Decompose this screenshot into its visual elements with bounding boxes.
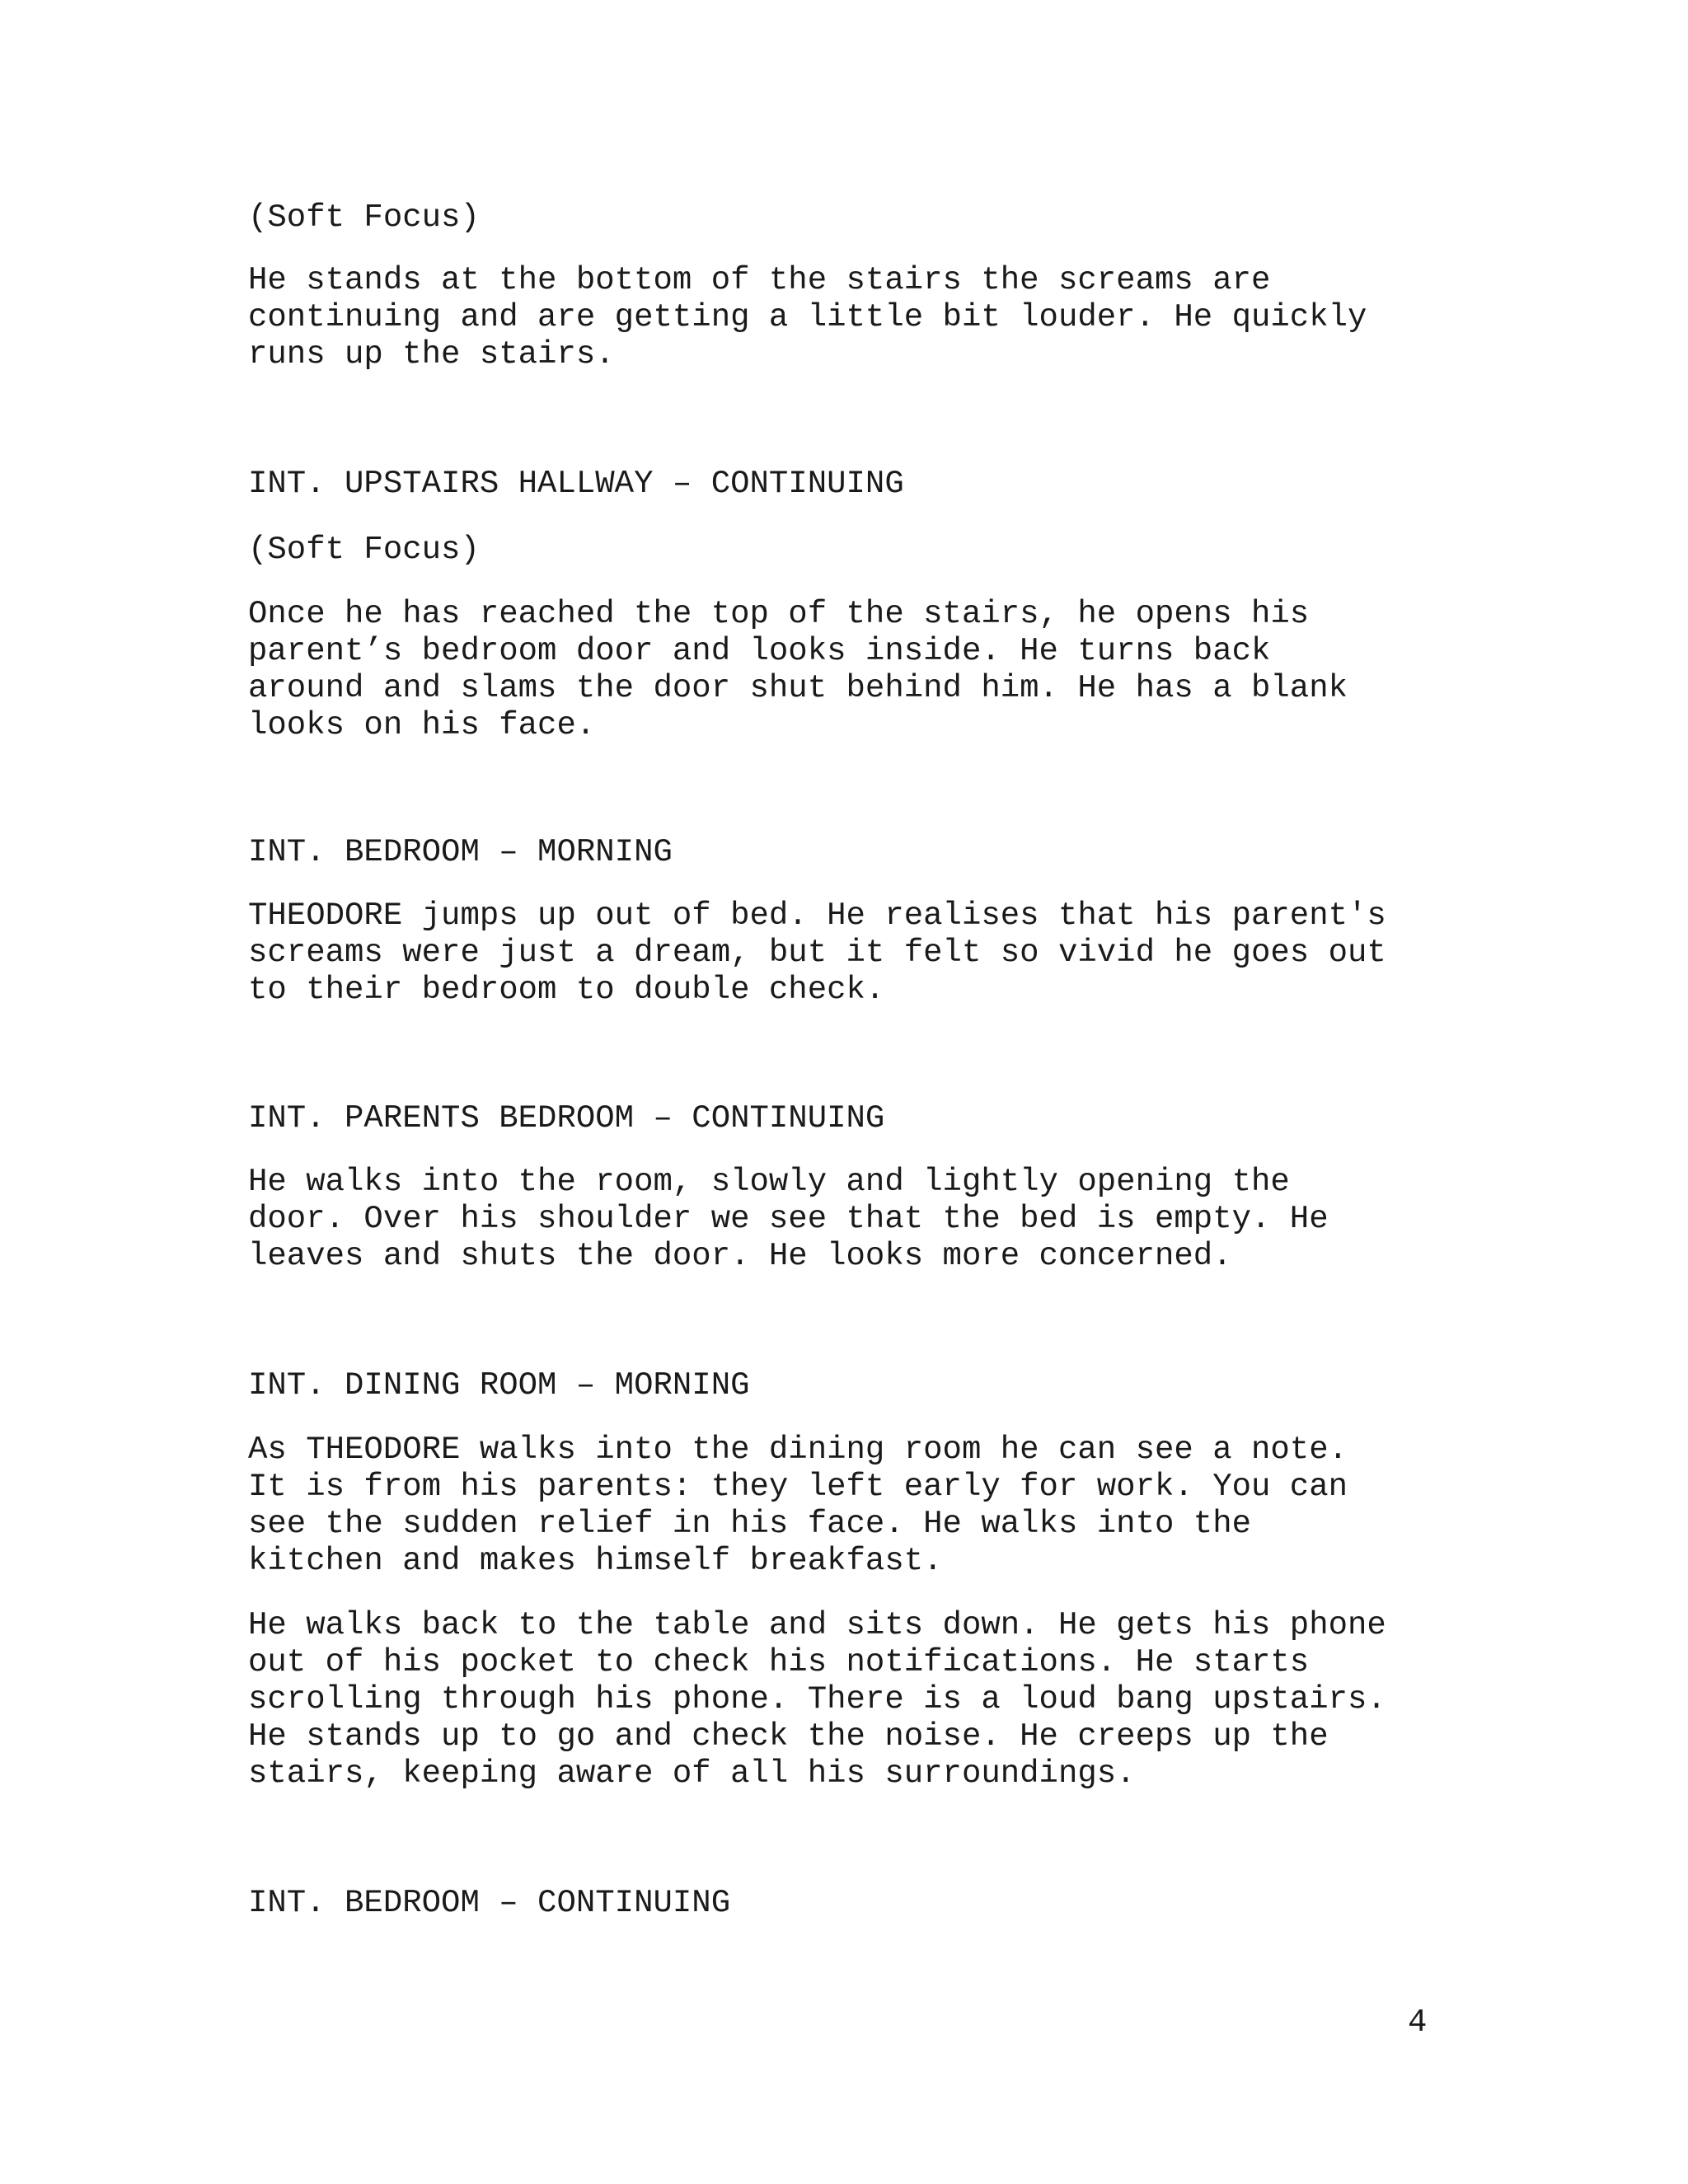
action-line: screams were just a dream, but it felt so vivid he goes out — [248, 935, 1386, 971]
action-line: runs up the stairs. — [248, 336, 615, 373]
action-line: It is from his parents: they left early for work. You can — [248, 1469, 1348, 1505]
scene-heading: INT. DINING ROOM – MORNING — [248, 1367, 750, 1404]
action-line: leaves and shuts the door. He looks more concerned. — [248, 1238, 1232, 1274]
page-number: 4 — [1408, 2004, 1428, 2041]
action-line: Once he has reached the top of the stairs, he opens his — [248, 596, 1310, 632]
action-line: He stands up to go and check the noise. He creeps up the — [248, 1718, 1329, 1755]
action-line: around and slams the door shut behind him. He has a blank — [248, 670, 1348, 706]
action-line: kitchen and makes himself breakfast. — [248, 1543, 943, 1579]
action-line: continuing and are getting a little bit louder. He quickly — [248, 299, 1367, 335]
action-line: He walks into the room, slowly and lightly opening the — [248, 1164, 1290, 1200]
action-line: looks on his face. — [248, 707, 596, 743]
action-line: THEODORE jumps up out of bed. He realises that his parent's — [248, 898, 1386, 934]
scene-heading: INT. BEDROOM – MORNING — [248, 834, 673, 870]
parenthetical-soft-focus: (Soft Focus) — [248, 199, 480, 236]
action-line: He walks back to the table and sits down. He gets his phone — [248, 1607, 1386, 1643]
scene-heading: INT. UPSTAIRS HALLWAY – CONTINUING — [248, 466, 904, 502]
action-line: parent’s bedroom door and looks inside. He turns back — [248, 633, 1271, 669]
scene-heading: INT. PARENTS BEDROOM – CONTINUING — [248, 1100, 885, 1137]
action-line: stairs, keeping aware of all his surroundings. — [248, 1755, 1136, 1792]
action-line: scrolling through his phone. There is a loud bang upstairs. — [248, 1681, 1386, 1718]
action-line: door. Over his shoulder we see that the bed is empty. He — [248, 1201, 1329, 1237]
action-line: He stands at the bottom of the stairs the screams are — [248, 262, 1271, 298]
action-line: to their bedroom to double check. — [248, 972, 885, 1008]
action-line: out of his pocket to check his notifications. He starts — [248, 1644, 1310, 1680]
action-line: As THEODORE walks into the dining room he can see a note. — [248, 1432, 1348, 1468]
parenthetical-soft-focus: (Soft Focus) — [248, 532, 480, 568]
scene-heading: INT. BEDROOM – CONTINUING — [248, 1885, 731, 1921]
action-line: see the sudden relief in his face. He walks into the — [248, 1506, 1251, 1542]
